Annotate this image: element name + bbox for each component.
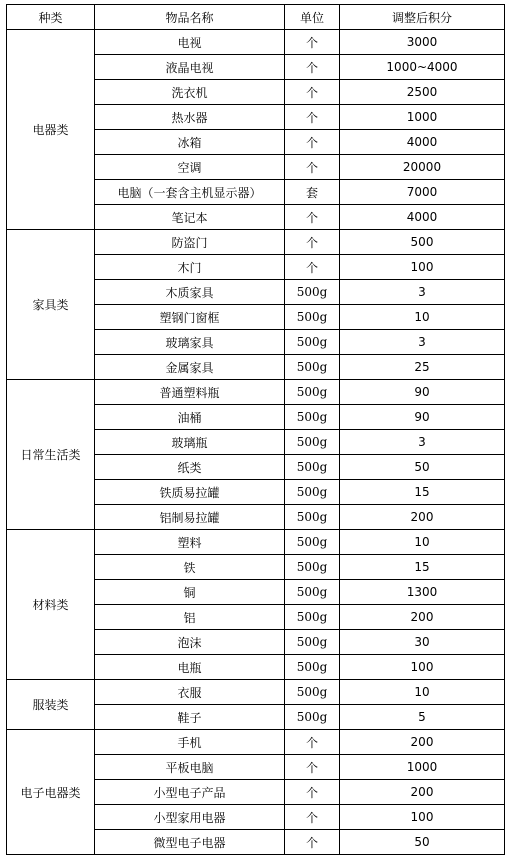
category-cell: 材料类: [7, 530, 95, 680]
points-cell: 10: [340, 680, 505, 705]
item-cell: 电瓶: [95, 655, 285, 680]
category-cell: 家具类: [7, 230, 95, 380]
item-cell: 铁质易拉罐: [95, 480, 285, 505]
unit-cell: 个: [285, 755, 340, 780]
item-cell: 泡沫: [95, 630, 285, 655]
header-unit: 单位: [285, 5, 340, 30]
points-table: [6, 4, 505, 855]
item-cell: 金属家具: [95, 355, 285, 380]
unit-cell: 500g: [285, 455, 340, 480]
points-cell: 50: [340, 455, 505, 480]
unit-cell: 个: [285, 780, 340, 805]
points-cell: 1300: [340, 580, 505, 605]
item-cell: 铁: [95, 555, 285, 580]
unit-cell: 500g: [285, 680, 340, 705]
points-cell: 50: [340, 830, 505, 855]
points-cell: 7000: [340, 180, 505, 205]
unit-cell: 个: [285, 255, 340, 280]
unit-cell: 500g: [285, 405, 340, 430]
unit-cell: 500g: [285, 580, 340, 605]
points-cell: 200: [340, 780, 505, 805]
unit-cell: 500g: [285, 555, 340, 580]
item-cell: 木质家具: [95, 280, 285, 305]
item-cell: 铝制易拉罐: [95, 505, 285, 530]
points-cell: 500: [340, 230, 505, 255]
points-cell: 200: [340, 605, 505, 630]
unit-cell: 个: [285, 80, 340, 105]
unit-cell: 个: [285, 155, 340, 180]
header-item: 物品名称: [95, 5, 285, 30]
item-cell: 空调: [95, 155, 285, 180]
unit-cell: 个: [285, 230, 340, 255]
item-cell: 平板电脑: [95, 755, 285, 780]
points-cell: 4000: [340, 205, 505, 230]
points-cell: 1000: [340, 105, 505, 130]
item-cell: 木门: [95, 255, 285, 280]
table-body: [7, 30, 505, 855]
unit-cell: 个: [285, 105, 340, 130]
category-cell: 服装类: [7, 680, 95, 730]
item-cell: 普通塑料瓶: [95, 380, 285, 405]
item-cell: 玻璃瓶: [95, 430, 285, 455]
points-cell: 200: [340, 505, 505, 530]
points-cell: 3000: [340, 30, 505, 55]
table-row: [7, 230, 505, 255]
header-category: 种类: [7, 5, 95, 30]
item-cell: 热水器: [95, 105, 285, 130]
item-cell: 小型电子产品: [95, 780, 285, 805]
unit-cell: 个: [285, 805, 340, 830]
item-cell: 鞋子: [95, 705, 285, 730]
unit-cell: 500g: [285, 280, 340, 305]
unit-cell: 个: [285, 55, 340, 80]
unit-cell: 500g: [285, 505, 340, 530]
item-cell: 铝: [95, 605, 285, 630]
unit-cell: 个: [285, 130, 340, 155]
item-cell: 衣服: [95, 680, 285, 705]
points-cell: 15: [340, 555, 505, 580]
unit-cell: 500g: [285, 430, 340, 455]
unit-cell: 500g: [285, 330, 340, 355]
category-cell: 电子电器类: [7, 730, 95, 855]
points-cell: 15: [340, 480, 505, 505]
unit-cell: 500g: [285, 705, 340, 730]
unit-cell: 个: [285, 730, 340, 755]
unit-cell: 500g: [285, 305, 340, 330]
points-cell: 1000~4000: [340, 55, 505, 80]
points-cell: 3: [340, 430, 505, 455]
header-points: 调整后积分: [340, 5, 505, 30]
header-row: [7, 5, 505, 30]
unit-cell: 500g: [285, 380, 340, 405]
item-cell: 洗衣机: [95, 80, 285, 105]
points-cell: 90: [340, 380, 505, 405]
item-cell: 电视: [95, 30, 285, 55]
unit-cell: 500g: [285, 655, 340, 680]
table-row: [7, 680, 505, 705]
unit-cell: 个: [285, 205, 340, 230]
points-cell: 100: [340, 655, 505, 680]
points-cell: 20000: [340, 155, 505, 180]
points-cell: 10: [340, 530, 505, 555]
item-cell: 铜: [95, 580, 285, 605]
points-cell: 2500: [340, 80, 505, 105]
points-cell: 1000: [340, 755, 505, 780]
points-cell: 25: [340, 355, 505, 380]
table-row: [7, 730, 505, 755]
item-cell: 小型家用电器: [95, 805, 285, 830]
item-cell: 油桶: [95, 405, 285, 430]
points-cell: 4000: [340, 130, 505, 155]
unit-cell: 个: [285, 30, 340, 55]
unit-cell: 500g: [285, 605, 340, 630]
table-row: [7, 530, 505, 555]
points-cell: 100: [340, 805, 505, 830]
points-cell: 5: [340, 705, 505, 730]
item-cell: 液晶电视: [95, 55, 285, 80]
unit-cell: 500g: [285, 630, 340, 655]
unit-cell: 500g: [285, 530, 340, 555]
item-cell: 塑钢门窗框: [95, 305, 285, 330]
unit-cell: 套: [285, 180, 340, 205]
points-cell: 30: [340, 630, 505, 655]
category-cell: 日常生活类: [7, 380, 95, 530]
item-cell: 防盗门: [95, 230, 285, 255]
item-cell: 玻璃家具: [95, 330, 285, 355]
points-cell: 3: [340, 280, 505, 305]
unit-cell: 个: [285, 830, 340, 855]
unit-cell: 500g: [285, 480, 340, 505]
item-cell: 电脑（一套含主机显示器）: [95, 180, 285, 205]
points-cell: 100: [340, 255, 505, 280]
item-cell: 塑料: [95, 530, 285, 555]
item-cell: 微型电子电器: [95, 830, 285, 855]
points-cell: 200: [340, 730, 505, 755]
points-cell: 3: [340, 330, 505, 355]
points-cell: 10: [340, 305, 505, 330]
points-cell: 90: [340, 405, 505, 430]
table-row: [7, 380, 505, 405]
table-row: [7, 30, 505, 55]
item-cell: 冰箱: [95, 130, 285, 155]
item-cell: 笔记本: [95, 205, 285, 230]
unit-cell: 500g: [285, 355, 340, 380]
item-cell: 手机: [95, 730, 285, 755]
item-cell: 纸类: [95, 455, 285, 480]
category-cell: 电器类: [7, 30, 95, 230]
